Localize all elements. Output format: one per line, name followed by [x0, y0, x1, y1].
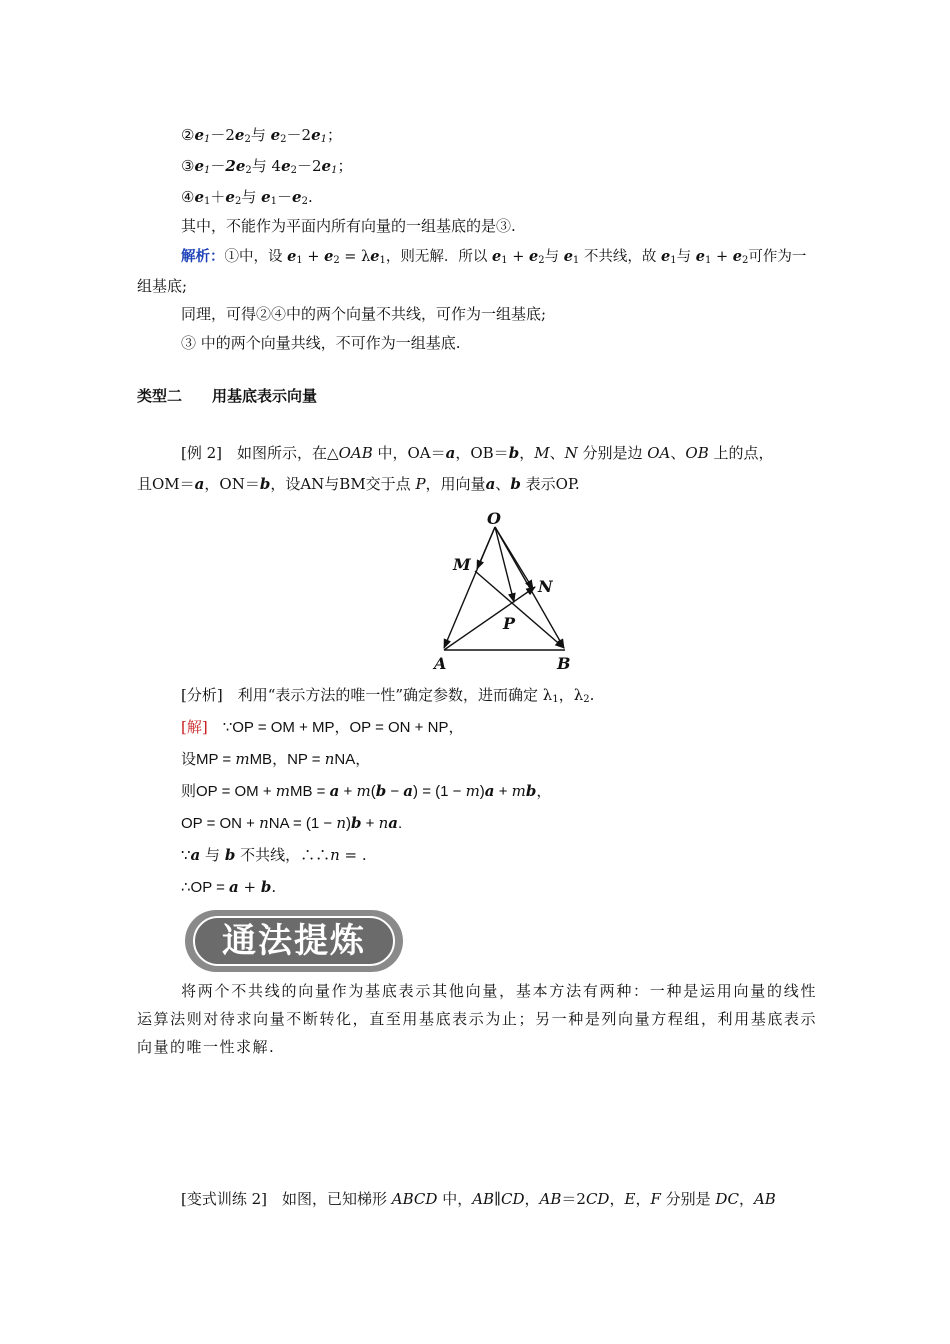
- variant-training-line: [变式训练 2] 如图，已知梯形 ABCD 中，AB∥CD，AB＝2CD，E，F 分别是 DC，AB: [181, 1190, 776, 1208]
- analysis-line-2: 组基底;: [137, 277, 188, 295]
- method-summary-title: 通法提炼: [193, 916, 395, 966]
- solution-step-3: 则OP = OM + mMB = a + m(b − a) = (1 − m)a + mb，: [181, 782, 552, 800]
- solution-step-4: OP = ON + nNA = (1 − n)b + na.: [181, 814, 403, 832]
- vector-on: [495, 527, 533, 589]
- example-line-2: 且OM＝a，ON＝b，设AN与BM交于点 P，用向量a、b 表示OP.: [137, 475, 580, 493]
- analysis-line-1: 解析：①中，设 $e_1 + e_2 = \lambda e_1$，则无解．所以 $e_1 + e_2$与 $e_1$ 不共线，故 $e_1$与 $e_1 + e_2$可作为一: [181, 248, 807, 266]
- analysis-hint: [分析] 利用“表示方法的唯一性”确定参数，进而确定 $\lambda_1$，$\lambda_2$.: [181, 686, 595, 705]
- solution-step-6: ∴OP = a + b.: [181, 878, 277, 896]
- option-3: $③e_1-2e_2$与 $4e_2-2e_1$；: [181, 157, 353, 176]
- label-o: O: [487, 509, 501, 528]
- label-n: N: [538, 577, 553, 596]
- conclusion: 其中，不能作为平面内所有向量的一组基底的是③.: [181, 217, 516, 235]
- analysis-line-3: 同理，可得②④中的两个向量不共线，可作为一组基底;: [181, 305, 547, 323]
- solution-step-2: 设MP = mMB，NP = nNA，: [181, 750, 371, 768]
- label-p: P: [503, 614, 516, 633]
- analysis-label: 解析：: [181, 248, 225, 265]
- label-b: B: [557, 654, 571, 673]
- triangle-figure: [425, 505, 585, 675]
- vector-om: [477, 527, 495, 569]
- section-title: 类型二 用基底表示向量: [137, 387, 318, 405]
- option-4: $④e_1+e_2$与 $e_1-e_2$.: [181, 188, 313, 207]
- solution-label: [解]: [181, 718, 208, 736]
- example-line-1: [例 2] 如图所示，在△OAB 中，OA＝a，OB＝b，M、N 分别是边 OA、OB 上的点，: [181, 444, 774, 462]
- method-summary-text: 将两个不共线的向量作为基底表示其他向量，基本方法有两种：一种是运用向量的线性运算法则对待求向量不断转化，直至用基底表示为止；另一种是列向量方程组，利用基底表示向量的唯一性求解.: [137, 982, 817, 1056]
- method-summary-badge: [185, 910, 403, 972]
- label-m: M: [453, 555, 471, 574]
- option-2: $②e_1-2e_2$与 $e_2-2e_1$；: [181, 126, 343, 145]
- segment-an: [444, 587, 535, 650]
- solution-step-5: ∵a 与 b 不共线，∴∴n = .: [181, 846, 367, 864]
- solution-step-1: [解] ∵OP = OM + MP，OP = ON + NP，: [181, 718, 464, 736]
- analysis-line-4: ③ 中的两个向量共线，不可作为一组基底.: [181, 334, 461, 352]
- label-a: A: [434, 654, 447, 673]
